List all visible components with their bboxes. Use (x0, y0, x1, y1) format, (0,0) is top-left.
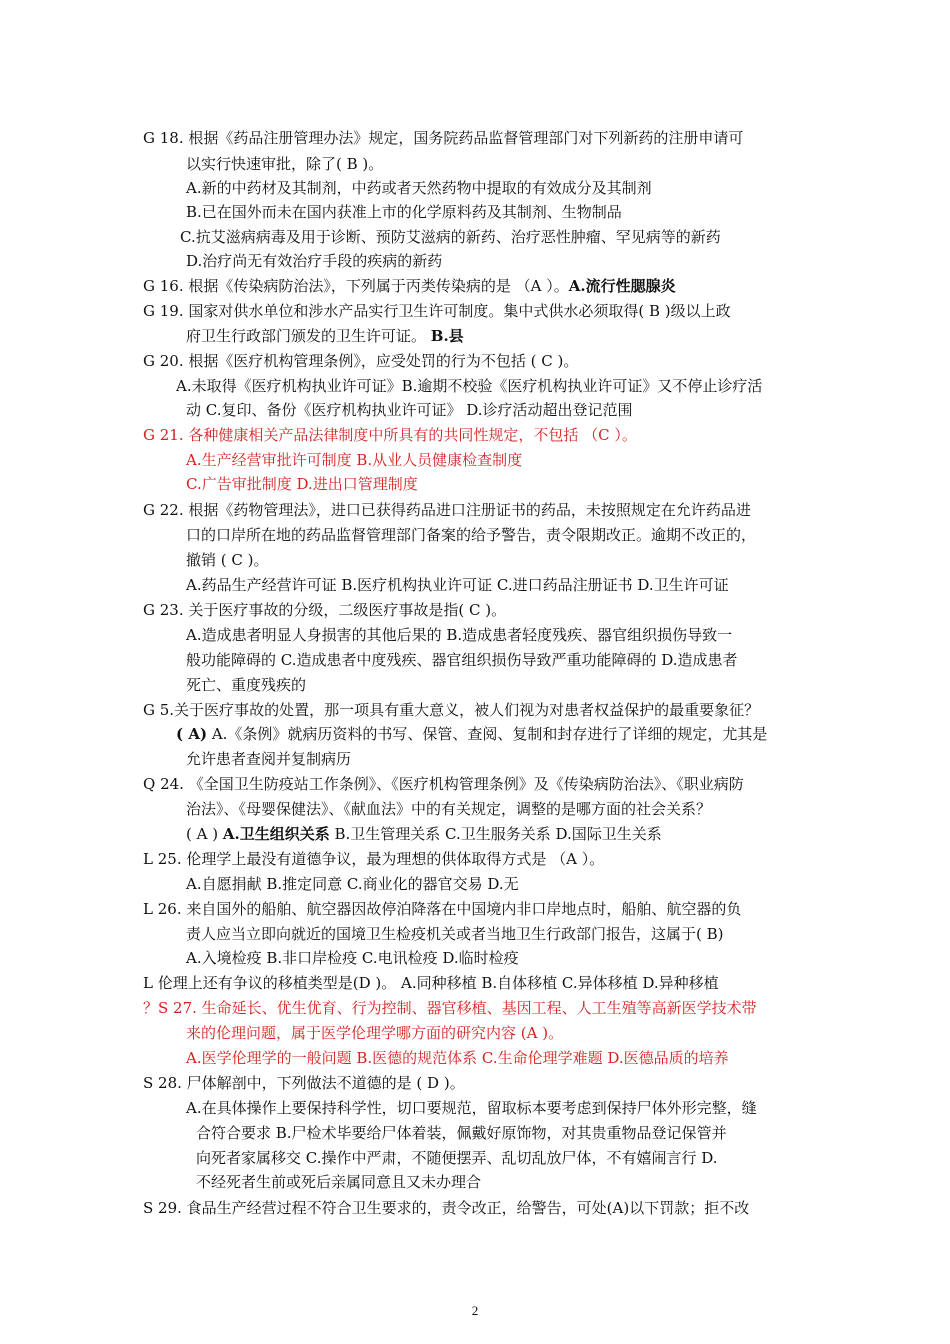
q18-option-b: B.已在国外而未在国内获准上市的化学原料药及其制剂、生物制品 (186, 203, 622, 221)
q25-stem: L 25. 伦理学上最没有道德争议，最为理想的供体取得方式是 （A ）。 (143, 850, 605, 868)
q28-stem: S 28. 尸体解剖中，下列做法不道德的是 ( D )。 (143, 1074, 465, 1092)
q24-options: ( A ) A.卫生组织关系 B.卫生管理关系 C.卫生服务关系 D.国际卫生关系 (186, 825, 662, 843)
q26-options: A.入境检疫 B.非口岸检疫 C.电讯检疫 D.临时检疫 (186, 949, 519, 967)
q26-stem-cont: 责人应当立即向就近的国境卫生检疫机关或者当地卫生行政部门报告，这属于( B) (186, 925, 724, 943)
q16-answer: A.流行性腮腺炎 (568, 277, 676, 295)
q18-option-d: D.治疗尚无有效治疗手段的疾病的新药 (186, 252, 443, 270)
q5-answer-line: ( A) A.《条例》就病历资料的书写、保管、查阅、复制和封存进行了详细的规定，尤其是 (176, 725, 768, 743)
q24-stem: Q 24. 《全国卫生防疫站工作条例》、《医疗机构管理条例》及《传染病防治法》、《职业病防 (143, 775, 744, 793)
q23-options-1: A.造成患者明显人身损害的其他后果的 B.造成患者轻度残疾、器官组织损伤导致一 (186, 626, 733, 644)
q26-stem: L 26. 来自国外的船舶、航空器因故停泊降落在中国境内非口岸地点时，船舶、航空器的负 (143, 900, 742, 918)
q23-options-3: 死亡、重度残疾的 (186, 676, 307, 694)
q20-options-1: A.未取得《医疗机构执业许可证》B.逾期不校验《医疗机构执业许可证》又不停止诊疗活 (176, 377, 763, 395)
q22-stem-cont2: 撤销 ( C )。 (186, 551, 269, 569)
q24-answer: A.卫生组织关系 (222, 825, 330, 843)
q23-options-2: 般功能障碍的 C.造成患者中度残疾、器官组织损伤导致严重功能障碍的 D.造成患者 (186, 651, 738, 669)
q25-options: A.自愿捐献 B.推定同意 C.商业化的器官交易 D.无 (186, 875, 519, 893)
q28-options-2: 合符合要求 B.尸检术毕要给尸体着装，佩戴好原饰物，对其贵重物品登记保管并 (196, 1124, 727, 1142)
q19-stem-cont: 府卫生行政部门颁发的卫生许可证。 B.县 (186, 327, 464, 345)
q18-stem-cont: 以实行快速审批，除了( B )。 (186, 155, 384, 173)
q28-options-3: 向死者家属移交 C.操作中严肃，不随便摆弄、乱切乱放尸体，不有嬉闹言行 D. (196, 1149, 718, 1167)
q5-answer: ( A) (176, 725, 208, 743)
q22-stem: G 22. 根据《药物管理法》，进口已获得药品进口注册证书的药品，未按照规定在允许药品进 (143, 501, 751, 519)
q19-answer: B.县 (430, 327, 464, 345)
q20-options-2: 动 C.复印、备份《医疗机构执业许可证》 D.诊疗活动超出登记范围 (186, 401, 633, 419)
q20-stem: G 20. 根据《医疗机构管理条例》，应受处罚的行为不包括 ( C )。 (143, 352, 579, 370)
q5-stem: G 5.关于医疗事故的处置，那一项具有重大意义，被人们视为对患者权益保护的最重要象征？ (143, 701, 760, 719)
q21-options-2: C.广告审批制度 D.进出口管理制度 (186, 475, 418, 493)
q16-stem: G 16. 根据《传染病防治法》，下列属于丙类传染病的是 （A ）。A.流行性腮腺炎 (143, 277, 676, 295)
q18-option-a: A.新的中药材及其制剂，中药或者天然药物中提取的有效成分及其制剂 (186, 179, 652, 197)
page-number: 2 (471, 1303, 479, 1318)
q28-options-1: A.在具体操作上要保持科学性，切口要规范，留取标本要考虑到保持尸体外形完整，缝 (186, 1099, 757, 1117)
q5-answer-cont: 允许患者查阅并复制病历 (186, 750, 352, 768)
q23-stem: G 23. 关于医疗事故的分级，二级医疗事故是指( C )。 (143, 601, 507, 619)
q22-options: A.药品生产经营许可证 B.医疗机构执业许可证 C.进口药品注册证书 D.卫生许可证 (186, 576, 729, 594)
q21-options-1: A.生产经营审批许可制度 B.从业人员健康检查制度 (186, 451, 523, 469)
q18-option-c: C.抗艾滋病病毒及用于诊断、预防艾滋病的新药、治疗恶性肿瘤、罕见病等的新药 (180, 228, 721, 246)
q29-stem: S 29. 食品生产经营过程不符合卫生要求的，责令改正，给警告，可处(A)以下罚款；拒不改 (143, 1199, 750, 1217)
q19-stem: G 19. 国家对供水单位和涉水产品实行卫生许可制度。集中式供水必须取得( B )级以上政 (143, 302, 731, 320)
q27-options: A.医学伦理学的一般问题 B.医德的规范体系 C.生命伦理学难题 D.医德品质的培养 (186, 1049, 729, 1067)
q-transplant: L 伦理上还有争议的移植类型是(D )。 A.同种移植 B.自体移植 C.异体移植 D.异种移植 (143, 974, 719, 992)
q27-stem: ？S 27. 生命延长、优生优育、行为控制、器官移植、基因工程、人工生殖等高新医学技术带 (143, 999, 757, 1017)
q24-stem-cont: 治法》、《母婴保健法》、《献血法》中的有关规定，调整的是哪方面的社会关系？ (186, 800, 712, 818)
q28-options-4: 不经死者生前或死后亲属同意且又未办理合 (196, 1173, 482, 1191)
q21-stem: G 21. 各种健康相关产品法律制度中所具有的共同性规定，不包括 （C ）。 (143, 426, 637, 444)
q22-stem-cont: 口的口岸所在地的药品监督管理部门备案的给予警告，责令限期改正。逾期不改正的， (186, 526, 757, 544)
q18-stem: G 18. 根据《药品注册管理办法》规定，国务院药品监督管理部门对下列新药的注册申请可 (143, 129, 744, 147)
q27-stem-cont: 来的伦理问题，属于医学伦理学哪方面的研究内容 (A )。 (186, 1024, 564, 1042)
